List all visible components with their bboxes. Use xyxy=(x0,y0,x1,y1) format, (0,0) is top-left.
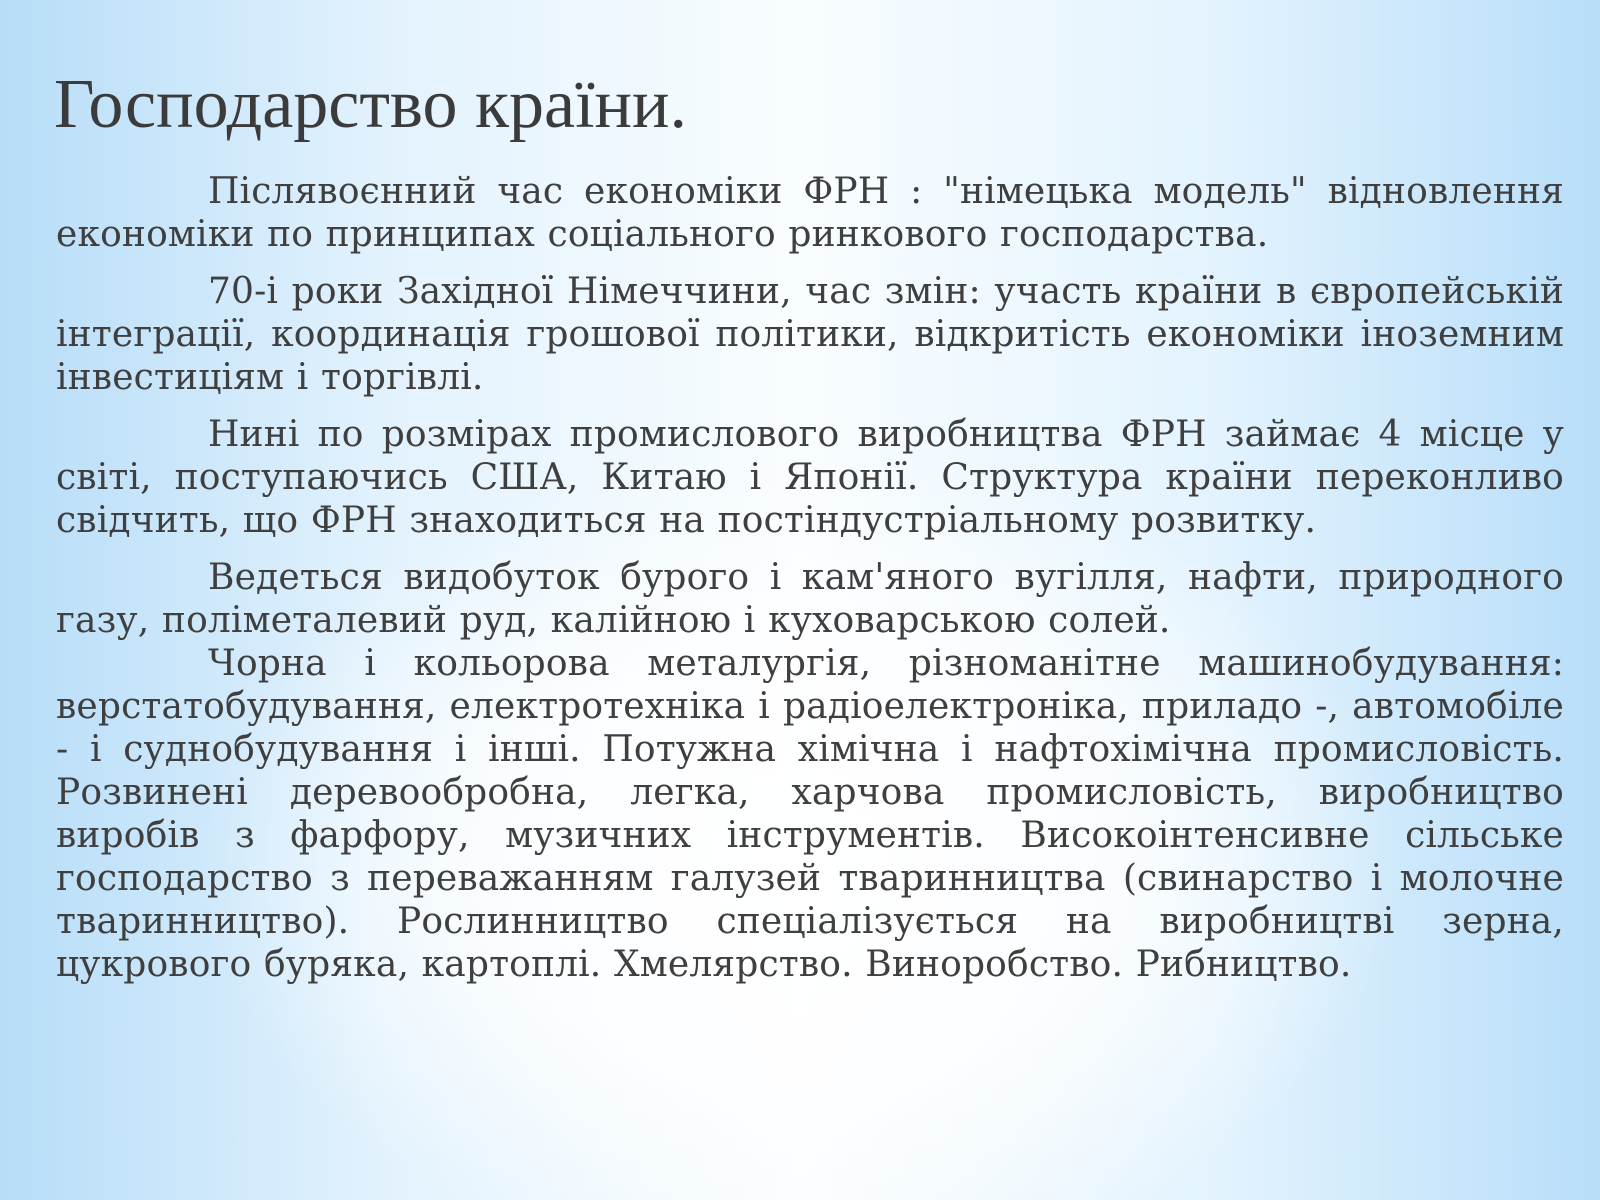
paragraph-mining: Ведеться видобуток бурого і кам'яного вугілля, нафти, природного газу, поліметалевий руд, калійною і куховарською солей. xyxy=(56,557,1564,641)
paragraph-industries: Чорна і кольорова металургія, різноманітне машинобудування: верстатобудування, електротехніка і радіоелектроніка, приладо -, автомобіле - і суднобудування і інші. Потужна хімічна і нафтохімічна промисловість. Розвинені деревообробна, легка, харчова промисловість, виробництво виробів з фарфору, музичних інструментів. Високоінтенсивне сільське господарство з переважанням галузей тваринництва (свинарство і молочне тваринництво). Рослинництво спеціалізується на виробництві зерна, цукрового буряка, картоплі. Хмелярство. Виноробство. Рибництво. xyxy=(56,643,1564,985)
slide-title: Господарство країни. xyxy=(54,66,687,143)
slide-body xyxy=(56,170,1564,1000)
paragraph-industry-rank: Нині по розмірах промислового виробництва ФРН займає 4 місце у світі, поступаючись США, Китаю і Японії. Структура країни переконливо свідчить, що ФРН знаходиться на постіндустріальному розвитку. xyxy=(56,414,1564,541)
paragraph-postwar-economy: Післявоєнний час економіки ФРН : "німецька модель" відновлення економіки по принципах соціального ринкового господарства. xyxy=(56,171,1564,255)
paragraph-1970s: 70-і роки Західної Німеччини, час змін: участь країни в європейській інтеграції, координація грошової політики, відкритість економіки іноземним інвестиціям і торгівлі. xyxy=(56,271,1564,398)
